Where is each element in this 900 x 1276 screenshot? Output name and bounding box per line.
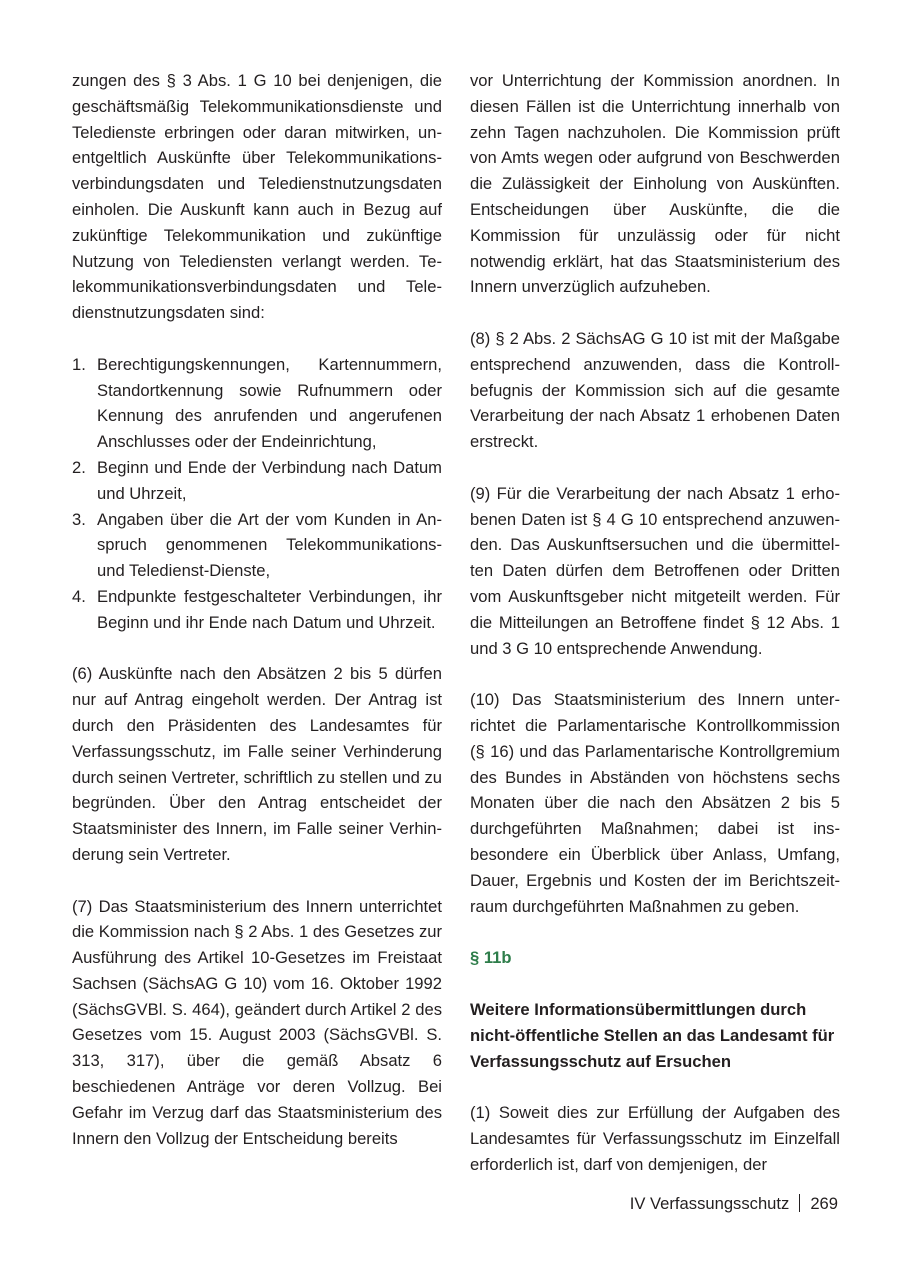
paragraph-9: (9) Für die Verarbeitung der nach Absatz 1 erhobenen Daten ist § 4 G 10 entsprechend anzuwenden. Das Auskunftsersuchen und die übermittelten Daten dürfen dem Betroffenen oder Dritten vom Auskunftsgeber nicht mitgeteilt werden. Für die Mitteilungen an Betroffene findet § 12 Abs. 1 und 3 G 10 entsprechende Anwendung.: [470, 483, 840, 658]
section-number: § 11b: [470, 948, 512, 968]
paragraph-7: (7) Das Staatsministerium des Innern unterrichtet die Kommission nach § 2 Abs. 1 des Gesetzes zur Ausführung des Artikel 10-Gesetzes im Freistaat Sachsen (SächsAG G 10) vom 16. Oktober 1992 (SächsGVBl. S. 464), geändert durch Artikel 2 des Gesetzes vom 15. August 2003 (SächsGVBl. S. 313, 317), über die gemäß Absatz 6 beschiedenen Anträge vor deren Vollzug. Bei Gefahr im Verzug darf das Staatsministerium des Innern den Vollzug der Entscheidung bereits: [72, 896, 442, 1148]
paragraph-7-continued: vor Unterrichtung der Kommission anordnen. In diesen Fällen ist die Unterrichtung innerhalb von zehn Tagen nachzuholen. Die Kommission prüft von Amts wegen oder aufgrund von Beschwerden die Zulässigkeit der Einholung von Auskünften. Entscheidungen über Auskünfte, die die Kommission für unzulässig oder für nicht notwendig erklärt, hat das Staatsministerium des Innern unverzüglich aufzuheben.: [470, 71, 840, 297]
list-item-number: 1.: [72, 354, 86, 374]
chapter-title: IV Verfassungsschutz: [629, 1194, 790, 1213]
list-item-text: Beginn und Ende der Verbindung nach Datum und Uhrzeit,: [97, 457, 442, 503]
footer-separator: [799, 1194, 800, 1212]
list-item: [72, 507, 442, 584]
list-item-text: Endpunkte festgeschalteter Verbindungen, ihr Beginn und ihr Ende nach Datum und Uhrzeit.: [97, 586, 442, 632]
list-item: [72, 584, 442, 636]
intro-paragraph: zungen des § 3 Abs. 1 G 10 bei denjenigen, die geschäftsmäßig Telekommunikationsdienste und Teledienste erbringen oder daran mitwirken, unentgeltlich Auskünfte über Telekommunikationsverbindungsdaten und Teledienstnutzungsdaten einholen. Die Auskunft kann auch in Bezug auf zukünftige Telekommunikation und zukünftige Nutzung von Telediensten verlangt werden. Telekommunikationsverbindungsdaten und Teledienstnutzungsdaten sind:: [72, 71, 442, 323]
list-item-text: Berechtigungskennungen, Kartennummern, Standortkennung sowie Rufnummern oder Kennung des anrufenden und angerufenen Anschlusses oder der Endeinrichtung,: [97, 354, 442, 452]
section-title: Weitere Informationsübermittlungen durch nicht-öffentliche Stellen an das Landesamt für Verfassungsschutz auf Ersuchen: [470, 999, 835, 1071]
list-item-number: 4.: [72, 586, 86, 606]
list-item-number: 2.: [72, 457, 86, 477]
page-footer: [630, 1193, 838, 1215]
page-number: 269: [810, 1194, 838, 1213]
paragraph-6: (6) Auskünfte nach den Absätzen 2 bis 5 dürfen nur auf Antrag eingeholt werden. Der Antrag ist durch den Präsidenten des Landesamtes für Verfassungsschutz, im Falle seiner Verhinderung durch seinen Vertreter, schriftlich zu stellen und zu begründen. Über den Antrag entscheidet der Staatsminister des Innern, im Falle seiner Verhinderung sein Vertreter.: [72, 664, 442, 864]
list-item: [72, 455, 442, 507]
list-item-number: 3.: [72, 509, 86, 529]
right-column: [470, 68, 840, 1178]
left-column: [72, 68, 442, 1151]
data-types-list: [72, 352, 442, 636]
paragraph-10: (10) Das Staatsministerium des Innern unterrichtet die Parlamentarische Kontrollkommission (§ 16) und das Parlamentarische Kontrollgremium des Bundes in Abständen von höchstens sechs Monaten über die nach den Absätzen 2 bis 5 durchgeführten Maßnahmen; dabei ist insbesondere ein Überblick über Anlass, Umfang, Dauer, Ergebnis und Kosten der im Berichtszeitraum durchgeführten Maßnahmen zu geben.: [470, 690, 840, 916]
list-item-text: Angaben über die Art der vom Kunden in Anspruch genommenen Telekommunikations- und Teledienst-Dienste,: [97, 509, 442, 581]
list-item: [72, 352, 442, 455]
paragraph-8: (8) § 2 Abs. 2 SächsAG G 10 ist mit der Maßgabe entsprechend anzuwenden, dass die Kontrollbefugnis der Kommission sich auf die gesamte Verarbeitung der nach Absatz 1 erhobenen Daten erstreckt.: [470, 328, 840, 452]
section-paragraph-1: (1) Soweit dies zur Erfüllung der Aufgaben des Landesamtes für Verfassungsschutz im Einzelfall erforderlich ist, darf von demjenigen, der: [470, 1103, 840, 1175]
